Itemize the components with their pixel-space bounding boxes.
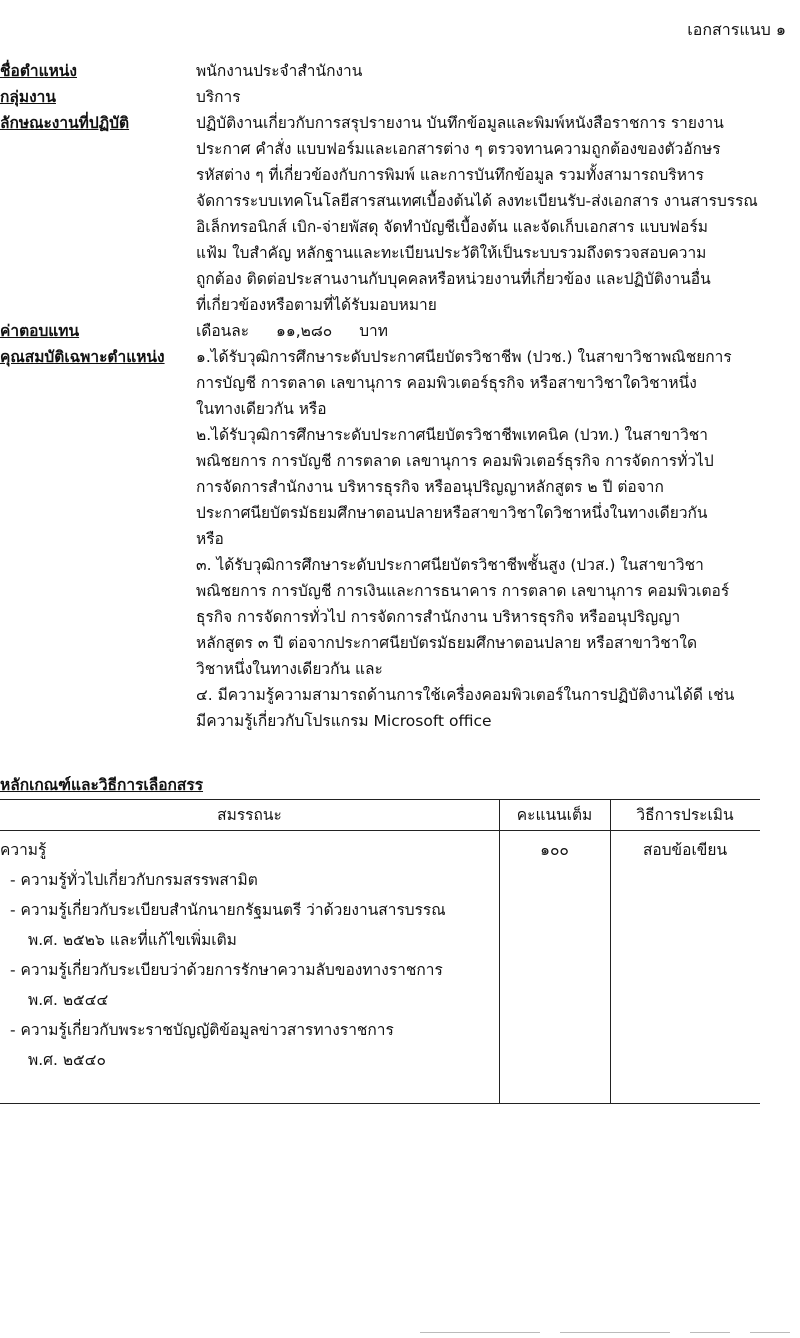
qualifications-label: คุณสมบัติเฉพาะตำแหน่ง (0, 348, 165, 366)
group-value: บริการ (196, 88, 241, 106)
scan-mark (560, 1332, 670, 1333)
compensation-field (0, 318, 786, 344)
compensation-unit: บาท (359, 322, 388, 340)
full-score-cell: ๑๐๐ (540, 841, 569, 859)
criteria-table (0, 799, 760, 1104)
scan-mark (690, 1332, 730, 1333)
competency-cell (0, 835, 495, 1075)
qualification-line: ๑.ได้รับวุฒิการศึกษาระดับประกาศนียบัตรวิชาชีพ (ปวช.) ในสาขาวิชาพณิชยการ (196, 348, 732, 366)
duties-field (0, 110, 786, 318)
qualification-line: ๔. มีความรู้ความสามารถด้านการใช้เครื่องคอมพิวเตอร์ในการปฏิบัติงานได้ดี เช่น (196, 686, 735, 704)
qualification-line: ธุรกิจ การจัดการทั่วไป การจัดการสำนักงาน บริหารธุรกิจ หรืออนุปริญญา (196, 608, 681, 626)
duties-line: รหัสต่าง ๆ ที่เกี่ยวข้องกับการพิมพ์ และการบันทึกข้อมูล รวมทั้งสามารถบริหาร (196, 166, 704, 184)
competency-item (0, 865, 495, 895)
competency-item-line: - ความรู้ทั่วไปเกี่ยวกับกรมสรรพสามิต (10, 871, 258, 889)
compensation-label: ค่าตอบแทน (0, 322, 80, 340)
duties-line: อิเล็กทรอนิกส์ เบิก-จ่ายพัสดุ จัดทำบัญชีเบื้องต้น และจัดเก็บเอกสาร แบบฟอร์ม (196, 218, 708, 236)
group-label: กลุ่มงาน (0, 88, 56, 106)
competency-item (0, 955, 495, 1015)
qualification-line: หลักสูตร ๓ ปี ต่อจากประกาศนียบัตรมัธยมศึกษาตอนปลาย หรือสาขาวิชาใด (196, 634, 698, 652)
compensation-value (196, 318, 786, 344)
group-field (0, 84, 786, 110)
qualification-line: ๓. ได้รับวุฒิการศึกษาระดับประกาศนียบัตรวิชาชีพชั้นสูง (ปวส.) ในสาขาวิชา (196, 556, 704, 574)
qualifications-field (0, 344, 786, 734)
table-header-rule (0, 830, 760, 831)
competency-item (0, 1015, 495, 1075)
qualification-line: พณิชยการ การบัญชี การเงินและการธนาคาร การตลาด เลขานุการ คอมพิวเตอร์ (196, 582, 730, 600)
qualification-line: การจัดการสำนักงาน บริหารธุรกิจ หรืออนุปริญญาหลักสูตร ๒ ปี ต่อจาก (196, 478, 664, 496)
scan-mark (750, 1332, 790, 1333)
qualification-line: การบัญชี การตลาด เลขานุการ คอมพิวเตอร์ธุรกิจ หรือสาขาวิชาใดวิชาหนึ่ง (196, 374, 697, 392)
competency-item-continuation: พ.ศ. ๒๕๔๐ (28, 1051, 106, 1069)
qualifications-text (196, 344, 786, 734)
column-header-full-score: คะแนนเต็ม (516, 806, 593, 824)
qualification-line: วิชาหนึ่งในทางเดียวกัน และ (196, 660, 383, 678)
position-label: ชื่อตำแหน่ง (0, 62, 77, 80)
job-fields (0, 58, 786, 734)
competency-item-continuation: พ.ศ. ๒๕๒๖ และที่แก้ไขเพิ่มเติม (28, 931, 237, 949)
column-header-method: วิธีการประเมิน (636, 806, 734, 824)
duties-line: ที่เกี่ยวข้องหรือตามที่ได้รับมอบหมาย (196, 296, 437, 314)
competency-item (0, 895, 495, 955)
qualification-line: มีความรู้เกี่ยวกับโปรแกรม Microsoft office (196, 712, 492, 730)
duties-line: ปฏิบัติงานเกี่ยวกับการสรุปรายงาน บันทึกข้อมูลและพิมพ์หนังสือราชการ รายงาน (196, 114, 724, 132)
qualification-line: ในทางเดียวกัน หรือ (196, 400, 327, 418)
column-header-competency: สมรรถนะ (217, 806, 282, 824)
competency-item-line: - ความรู้เกี่ยวกับระเบียบว่าด้วยการรักษาความลับของทางราชการ (10, 961, 443, 979)
criteria-heading: หลักเกณฑ์และวิธีการเลือกสรร (0, 776, 204, 794)
scan-marks (420, 1328, 800, 1338)
duties-line: จัดการระบบเทคโนโลยีสารสนเทศเบื้องต้นได้ ลงทะเบียนรับ-ส่งเอกสาร งานสารบรรณ (196, 192, 758, 210)
qualification-line: พณิชยการ การบัญชี การตลาด เลขานุการ คอมพิวเตอร์ธุรกิจ การจัดการทั่วไป (196, 452, 714, 470)
qualification-line: ประกาศนียบัตรมัธยมศึกษาตอนปลายหรือสาขาวิชาใดวิชาหนึ่งในทางเดียวกัน (196, 504, 708, 522)
duties-label: ลักษณะงานที่ปฏิบัติ (0, 114, 130, 132)
duties-text (196, 110, 786, 318)
table-top-rule (0, 799, 760, 800)
competency-item-continuation: พ.ศ. ๒๕๔๔ (28, 991, 109, 1009)
table-bottom-rule (0, 1103, 760, 1104)
compensation-prefix: เดือนละ (196, 322, 250, 340)
duties-line: แฟ้ม ใบสำคัญ หลักฐานและทะเบียนประวัติให้เป็นระบบรวมถึงตรวจสอบความ (196, 244, 707, 262)
duties-line: ถูกต้อง ติดต่อประสานงานกับบุคคลหรือหน่วยงานที่เกี่ยวข้อง และปฏิบัติงานอื่น (196, 270, 711, 288)
scan-mark (420, 1332, 540, 1333)
competency-item-line: - ความรู้เกี่ยวกับพระราชบัญญัติข้อมูลข่าวสารทางราชการ (10, 1021, 394, 1039)
compensation-amount: ๑๑,๒๘๐ (276, 322, 333, 340)
competency-item-line: - ความรู้เกี่ยวกับระเบียบสำนักนายกรัฐมนตรี ว่าด้วยงานสารบรรณ (10, 901, 446, 919)
position-field (0, 58, 786, 84)
qualification-line: หรือ (196, 530, 224, 548)
competency-title: ความรู้ (0, 841, 47, 859)
annex-label: เอกสารแนบ ๑ (687, 20, 786, 39)
qualification-line: ๒.ได้รับวุฒิการศึกษาระดับประกาศนียบัตรวิชาชีพเทคนิค (ปวท.) ในสาขาวิชา (196, 426, 709, 444)
duties-line: ประกาศ คำสั่ง แบบฟอร์มและเอกสารต่าง ๆ ตรวจทานความถูกต้องของตัวอักษร (196, 140, 721, 158)
position-value: พนักงานประจำสำนักงาน (196, 62, 363, 80)
method-cell: สอบข้อเขียน (642, 841, 728, 859)
